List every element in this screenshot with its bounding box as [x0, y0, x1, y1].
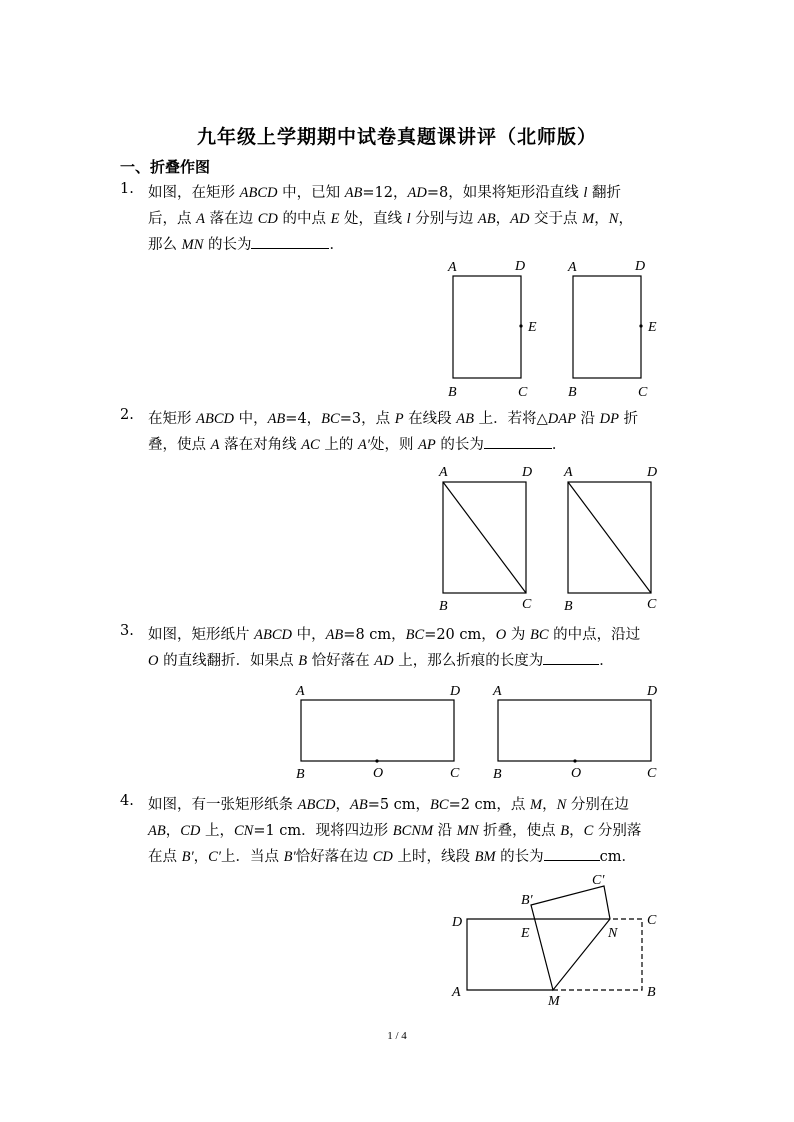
question-3-line-1	[148, 623, 640, 644]
text-segment: 上，	[200, 823, 234, 839]
fig1-r-label-A: A	[568, 260, 577, 275]
text-segment: 上时，线段	[392, 849, 475, 865]
text-segment: 的长为	[435, 437, 484, 453]
question-4-line-1	[148, 793, 629, 814]
math-variable: B	[560, 823, 570, 839]
question-2-line-2	[148, 433, 566, 454]
question-3-figure	[290, 680, 670, 785]
math-variable: O	[148, 653, 159, 669]
text-segment: 中，已知	[277, 185, 345, 201]
math-variable: N	[608, 211, 619, 227]
question-1-line-3	[148, 233, 344, 254]
text-segment: =20 cm，	[424, 627, 496, 643]
text-segment: 沿	[433, 823, 457, 839]
fig1-r-label-E: E	[648, 320, 657, 335]
question-4-tail: cm．	[599, 849, 637, 865]
text-segment: 如图，有一张矩形纸条	[148, 797, 298, 813]
fig4-label-B: B	[647, 985, 656, 1000]
text-segment: 交于点	[529, 211, 583, 227]
math-variable: B′	[283, 849, 296, 865]
figure-1-right-rect	[573, 276, 643, 378]
text-segment: 的直线翻折．如果点	[158, 653, 299, 669]
text-segment: 在线段	[403, 411, 457, 427]
math-variable: BC	[529, 627, 549, 643]
text-segment: 上．若将△	[473, 411, 548, 427]
text-segment: ，	[569, 823, 584, 839]
math-variable: AB	[349, 797, 368, 813]
fig2-label-A: A	[439, 465, 448, 480]
math-variable: AB	[148, 823, 166, 839]
math-variable: ABCD	[196, 411, 234, 427]
math-variable: P	[394, 411, 404, 427]
math-variable: AP	[418, 437, 436, 453]
fig3-label-D: D	[450, 684, 461, 699]
question-3-number: 3.	[120, 623, 134, 639]
figure-3-left-rect	[301, 700, 454, 763]
text-segment: ，	[542, 797, 557, 813]
math-variable: AD	[510, 211, 530, 227]
question-2-line-1	[148, 407, 638, 428]
math-variable: AB	[456, 411, 474, 427]
text-segment: 处，则	[369, 437, 419, 453]
answer-blank-3[interactable]	[543, 650, 599, 665]
math-variable: MN	[456, 823, 479, 839]
text-segment: =8，如果将矩形沿直线	[426, 185, 584, 201]
fig3-r-label-B: B	[493, 767, 502, 782]
text-segment: 的长为	[203, 237, 252, 253]
figure-2-left-rect	[443, 482, 526, 593]
fig4-label-E: E	[521, 926, 530, 941]
question-1-line-1	[148, 181, 621, 202]
question-4-number: 4.	[120, 793, 134, 809]
text-segment: =5 cm，	[367, 797, 431, 813]
text-segment: 落在对角线	[219, 437, 302, 453]
math-variable: BC	[405, 627, 425, 643]
fig2-r-label-A: A	[564, 465, 573, 480]
text-segment: 翻折	[587, 185, 621, 201]
text-segment: =12，	[362, 185, 408, 201]
fig4-label-M: M	[548, 994, 560, 1009]
text-segment: 上．当点	[220, 849, 284, 865]
fig1-label-A: A	[448, 260, 457, 275]
math-variable: M	[530, 797, 543, 813]
fig1-label-C: C	[518, 385, 528, 400]
text-segment: 分别落	[593, 823, 642, 839]
question-1-figure	[430, 252, 680, 402]
math-variable: CN	[233, 823, 254, 839]
fig3-r-label-C: C	[647, 766, 657, 781]
fig2-r-label-B: B	[564, 599, 573, 614]
math-variable: AB	[267, 411, 286, 427]
text-segment: 分别在边	[566, 797, 629, 813]
answer-blank-1[interactable]	[251, 234, 329, 249]
fig1-r-label-C: C	[638, 385, 648, 400]
fig3-label-B: B	[296, 767, 305, 782]
math-variable: BM	[474, 849, 496, 865]
math-variable: DAP	[547, 411, 576, 427]
math-variable: ABCD	[239, 185, 278, 201]
fig4-label-B-prime: B′	[521, 893, 533, 908]
text-segment: 分别与边	[410, 211, 478, 227]
text-segment: 中，	[233, 411, 268, 427]
text-segment: 的长为	[495, 849, 544, 865]
text-segment: 叠，使点	[148, 437, 211, 453]
question-2-number: 2.	[120, 407, 134, 423]
fig1-r-label-D: D	[635, 259, 646, 274]
fig1-label-B: B	[448, 385, 457, 400]
fig2-label-C: C	[522, 597, 532, 612]
fig3-label-O: O	[373, 766, 384, 781]
page-title: 九年级上学期期中试卷真题课讲评（北师版）	[196, 126, 597, 148]
text-segment: 如图，在矩形	[148, 185, 240, 201]
math-variable: DP	[599, 411, 619, 427]
text-segment: 上，那么折痕的长度为	[393, 653, 544, 669]
fig3-r-label-O: O	[571, 766, 582, 781]
text-segment: 的中点，沿过	[548, 627, 641, 643]
text-segment: 沿	[575, 411, 600, 427]
text-segment: 为	[506, 627, 530, 643]
fig3-label-A: A	[296, 684, 305, 699]
math-variable: ABCD	[297, 797, 336, 813]
text-segment: ，	[335, 797, 350, 813]
fig1-r-label-B: B	[568, 385, 577, 400]
math-variable: E	[330, 211, 340, 227]
text-segment: =8 cm，	[343, 627, 406, 643]
math-variable: AB	[325, 627, 344, 643]
text-segment: 在点	[148, 849, 182, 865]
text-segment: =3，点	[339, 411, 395, 427]
math-variable: ABCD	[254, 627, 292, 643]
question-2-tail: ．	[551, 437, 567, 453]
text-segment: ，	[618, 211, 633, 227]
question-3-line-2	[148, 649, 614, 670]
section-heading: 一、折叠作图	[120, 158, 211, 176]
math-variable: B′	[181, 849, 194, 865]
math-variable: CD	[372, 849, 393, 865]
question-2-figure	[430, 460, 680, 620]
math-variable: A	[210, 437, 220, 453]
math-variable: AB	[344, 185, 363, 201]
text-segment: 折	[619, 411, 639, 427]
fig4-label-A: A	[452, 985, 461, 1000]
fig2-label-B: B	[439, 599, 448, 614]
math-variable: C′	[208, 849, 221, 865]
math-variable: A′	[357, 437, 370, 453]
math-variable: CD	[180, 823, 201, 839]
fig2-r-label-C: C	[647, 597, 657, 612]
math-variable: AD	[407, 185, 427, 201]
text-segment: 折叠，使点	[478, 823, 561, 839]
figure-3-right-rect	[498, 700, 651, 763]
math-variable: AC	[301, 437, 320, 453]
question-1-tail: ．	[329, 237, 344, 253]
math-variable: BCNM	[392, 823, 434, 839]
math-variable: O	[495, 627, 507, 643]
text-segment: 后，点	[148, 211, 197, 227]
math-variable: M	[582, 211, 595, 227]
math-variable: A	[196, 211, 205, 227]
math-variable: BC	[430, 797, 449, 813]
text-segment: ，	[495, 211, 511, 227]
fig3-label-C: C	[450, 766, 460, 781]
fig3-r-label-D: D	[647, 684, 658, 699]
text-segment: 恰好落在	[307, 653, 375, 669]
question-1-number: 1.	[120, 181, 134, 197]
text-segment: 中，	[291, 627, 326, 643]
math-variable: AB	[477, 211, 496, 227]
text-segment: ，	[165, 823, 181, 839]
question-4-line-2	[148, 819, 641, 840]
math-variable: l	[583, 185, 588, 201]
math-variable: CD	[257, 211, 278, 227]
text-segment: 恰好落在边	[295, 849, 373, 865]
fig3-r-label-A: A	[493, 684, 502, 699]
page-number: 1 / 4	[387, 1030, 407, 1042]
fig2-label-D: D	[522, 465, 533, 480]
question-1-line-2	[148, 207, 633, 228]
text-segment: 的中点	[277, 211, 331, 227]
text-segment: 那么	[148, 237, 182, 253]
text-segment: 上的	[319, 437, 358, 453]
question-3-tail: ．	[599, 653, 614, 669]
answer-blank-2[interactable]	[484, 434, 552, 449]
text-segment: ，	[193, 849, 209, 865]
text-segment: =4，	[285, 411, 322, 427]
fig4-label-N: N	[608, 926, 618, 941]
text-segment: =2 cm，点	[448, 797, 531, 813]
math-variable: AD	[374, 653, 394, 669]
fig2-r-label-D: D	[647, 465, 658, 480]
figure-1-left-rect	[453, 276, 523, 378]
text-segment: 处，直线	[339, 211, 407, 227]
math-variable: B	[298, 653, 308, 669]
fig1-label-E: E	[528, 320, 537, 335]
math-variable: C	[583, 823, 594, 839]
fig4-label-C: C	[647, 913, 657, 928]
math-variable: MN	[181, 237, 204, 253]
fig1-label-D: D	[515, 259, 526, 274]
text-segment: 在矩形	[148, 411, 197, 427]
fig4-label-D: D	[452, 915, 463, 930]
fig4-label-C-prime: C′	[592, 873, 605, 888]
question-4-figure	[440, 862, 680, 1012]
text-segment: 落在边	[204, 211, 258, 227]
answer-blank-4[interactable]	[544, 846, 600, 861]
text-segment: =1 cm．现将四边形	[253, 823, 393, 839]
math-variable: BC	[321, 411, 340, 427]
text-segment: 如图，矩形纸片	[148, 627, 255, 643]
text-segment: ，	[594, 211, 609, 227]
math-variable: l	[406, 211, 411, 227]
figure-2-right-rect	[568, 482, 651, 593]
math-variable: N	[556, 797, 567, 813]
